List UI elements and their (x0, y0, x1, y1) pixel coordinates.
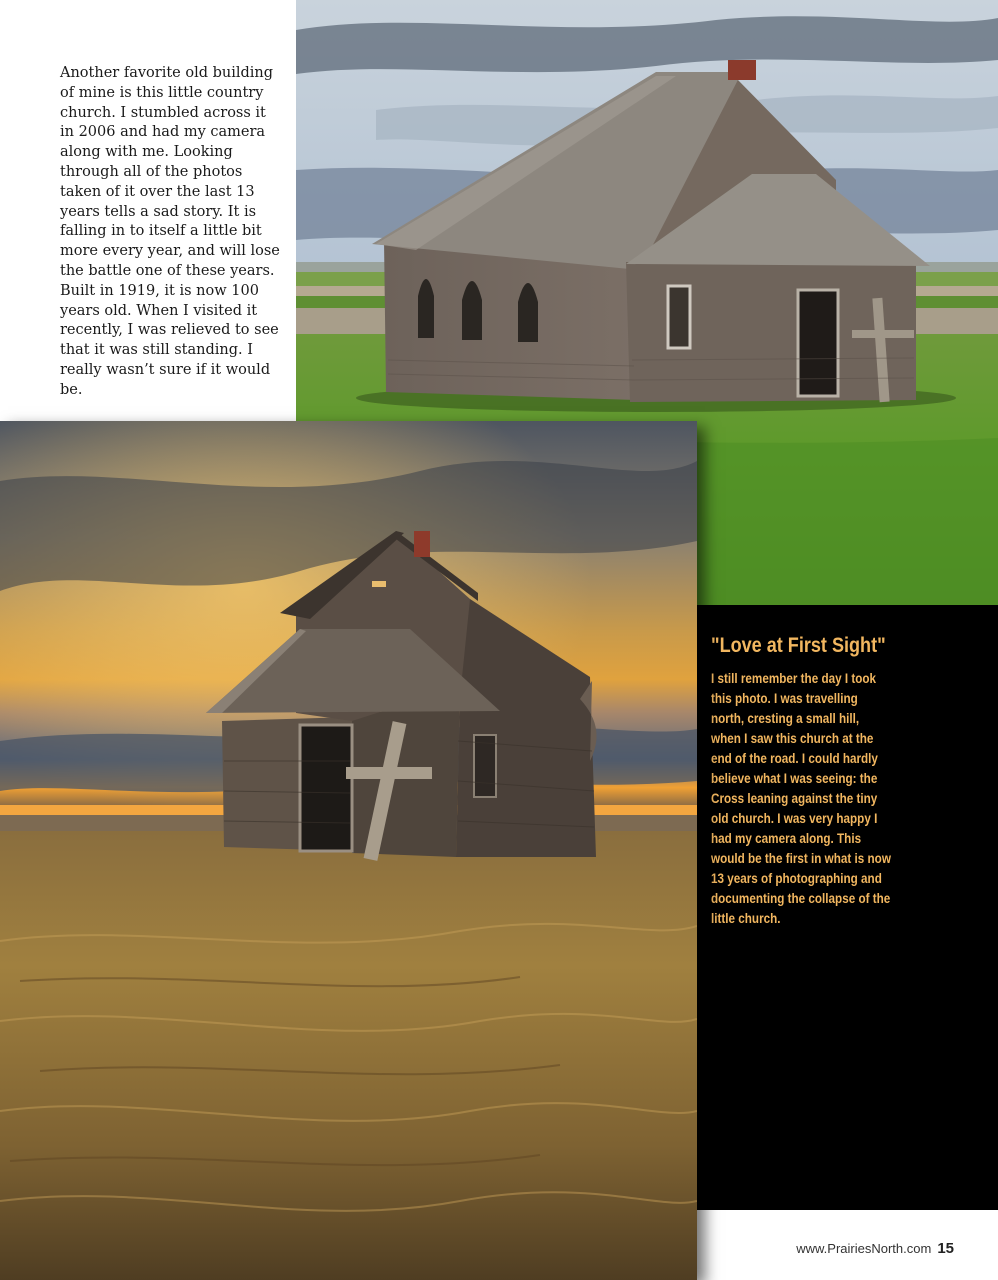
caption-body: I still remember the day I took this photo. I was travelling north, cresting a small hill, when I saw this church at the end of the road. I could hardly believe what I was seeing: the Cross leaning against the tiny old church. I was very happy I had my camera along. This would be the first in what is now 13 years of photographing and documenting the collapse of the little church. (711, 671, 891, 926)
page-number: 15 (937, 1240, 954, 1257)
church-sunset-photo (0, 421, 697, 1280)
footer-url: www.PrairiesNorth.com (796, 1241, 932, 1256)
page-footer (796, 1240, 954, 1258)
intro-paragraph: Another favorite old building of mine is this little country church. I stumbled across it in 2006 and had my camera along with me. Looking through all of the photos taken of it over the last 13 years tells a sad story. It is falling in to itself a little bit more every year, and will lose the battle one of these years. Built in 1919, it is now 100 years old. When I visited it recently, I was relieved to see that it was still standing. I really wasn’t sure if it would be. (60, 65, 280, 398)
caption-title: "Love at First Sight" (711, 634, 886, 657)
caption-panel (697, 605, 998, 1210)
